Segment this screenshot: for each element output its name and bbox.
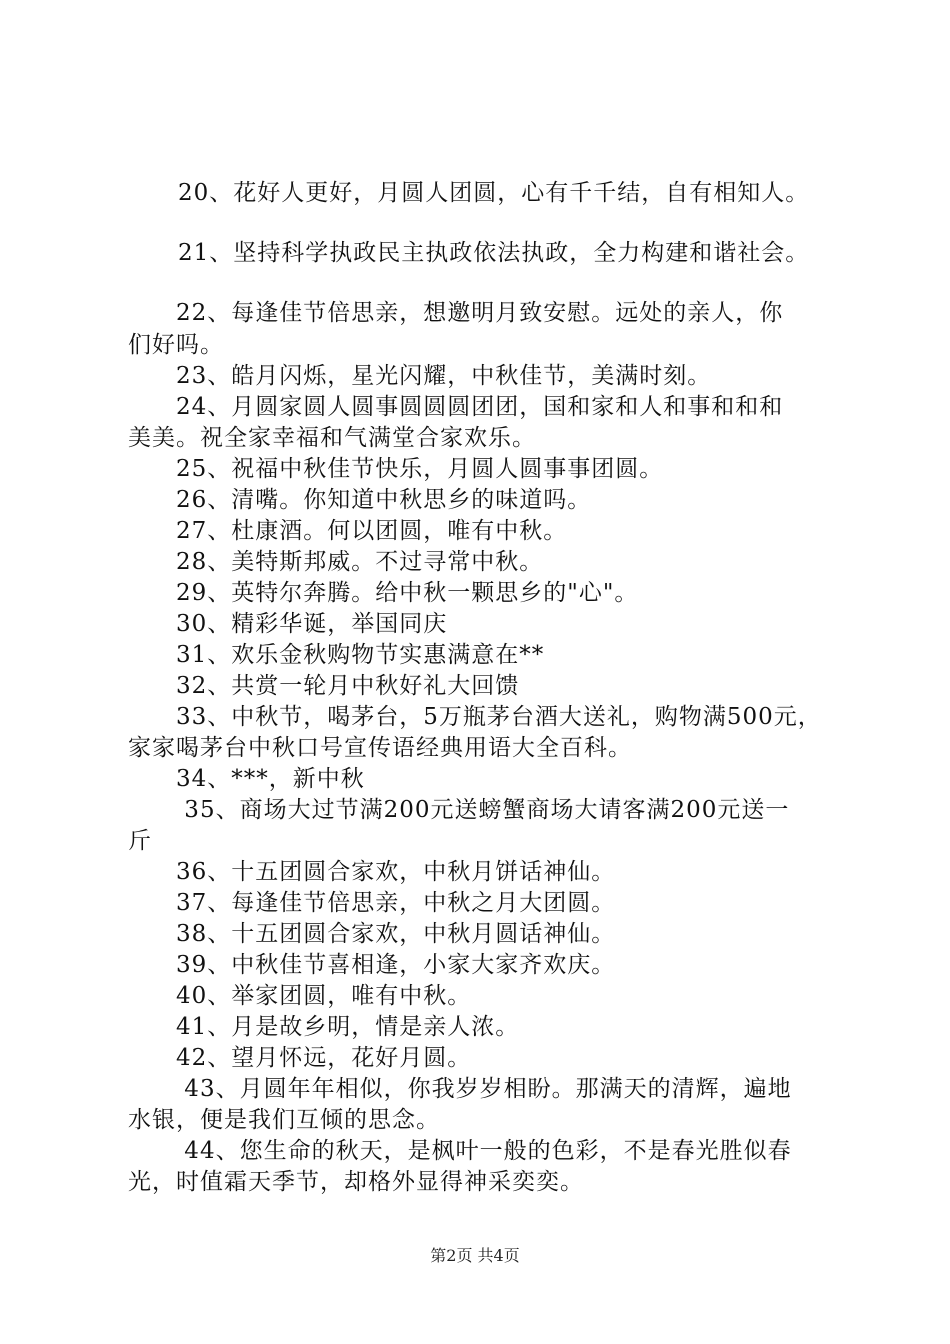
text-line-30: 30、精彩华诞，举国同庆 [128, 611, 448, 637]
text-line-27: 27、杜康酒。何以团圆，唯有中秋。 [128, 518, 568, 544]
text-line-26: 26、清嘴。你知道中秋思乡的味道吗。 [128, 487, 592, 513]
text-line-24b: 美美。祝全家幸福和气满堂合家欢乐。 [128, 425, 536, 451]
text-line-33a: 33、中秋节，喝茅台，5万瓶茅台酒大送礼，购物满500元， [128, 704, 822, 730]
text-line-43b: 水银，便是我们互倾的思念。 [128, 1107, 440, 1133]
text-line-28: 28、美特斯邦威。不过寻常中秋。 [128, 549, 544, 575]
text-line-29: 29、英特尔奔腾。给中秋一颗思乡的"心"。 [128, 580, 639, 606]
text-line-36: 36、十五团圆合家欢，中秋月饼话神仙。 [128, 859, 616, 885]
text-line-44a: 44、您生命的秋天，是枫叶一般的色彩，不是春光胜似春 [128, 1138, 792, 1164]
text-line-34: 34、***，新中秋 [128, 766, 365, 792]
text-line-39: 39、中秋佳节喜相逢，小家大家齐欢庆。 [128, 952, 616, 978]
text-line-43a: 43、月圆年年相似，你我岁岁相盼。那满天的清辉，遍地 [128, 1076, 792, 1102]
text-line-37: 37、每逢佳节倍思亲，中秋之月大团圆。 [128, 890, 616, 916]
text-line-32: 32、共赏一轮月中秋好礼大回馈 [128, 673, 520, 699]
text-line-22a: 22、每逢佳节倍思亲，想邀明月致安慰。远处的亲人，你 [128, 300, 784, 326]
text-line-22b: 们好吗。 [128, 332, 224, 358]
text-line-25: 25、祝福中秋佳节快乐，月圆人圆事事团圆。 [128, 456, 664, 482]
text-line-24a: 24、月圆家圆人圆事圆圆圆团团，国和家和人和事和和和 [128, 394, 784, 420]
text-line-41: 41、月是故乡明，情是亲人浓。 [128, 1014, 520, 1040]
text-line-35b: 斤 [128, 828, 152, 854]
text-line-42: 42、望月怀远，花好月圆。 [128, 1045, 472, 1071]
text-line-35a: 35、商场大过节满200元送螃蟹商场大请客满200元送一 [128, 797, 790, 823]
text-line-31: 31、欢乐金秋购物节实惠满意在** [128, 642, 545, 668]
page-footer: 第2页 共4页 [430, 1246, 520, 1265]
text-line-38: 38、十五团圆合家欢，中秋月圆话神仙。 [128, 921, 616, 947]
text-line-40: 40、举家团圆，唯有中秋。 [128, 983, 472, 1009]
text-line-21: 21、坚持科学执政民主执政依法执政，全力构建和谐社会。 [178, 240, 810, 266]
text-line-44b: 光，时值霜天季节，却格外显得神采奕奕。 [128, 1169, 584, 1195]
text-line-20: 20、花好人更好，月圆人团圆，心有千千结，自有相知人。 [178, 180, 810, 206]
text-line-23: 23、皓月闪烁，星光闪耀，中秋佳节，美满时刻。 [128, 363, 712, 389]
text-line-33b: 家家喝茅台中秋口号宣传语经典用语大全百科。 [128, 735, 632, 761]
